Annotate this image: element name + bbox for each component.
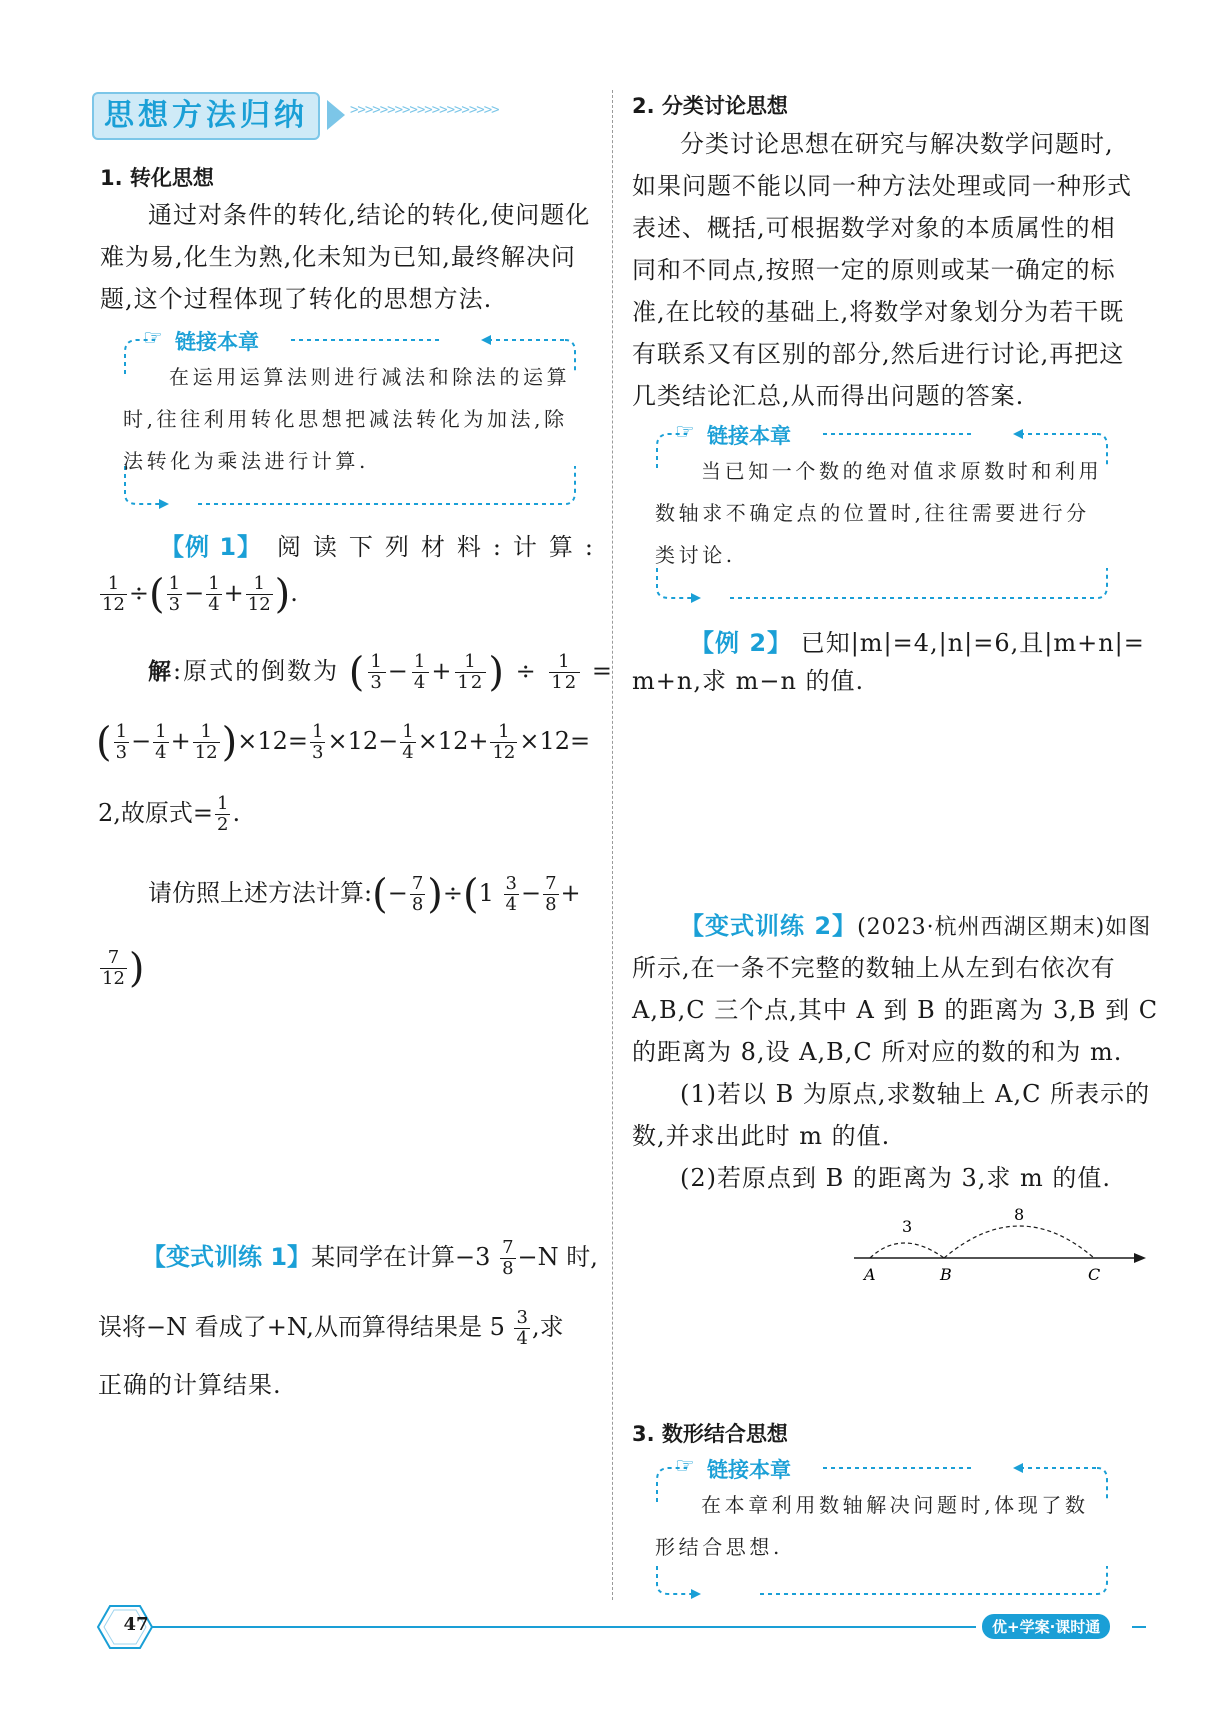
- page-number: 47: [123, 1614, 149, 1635]
- example-1-line: [160, 526, 605, 568]
- variant-1-line-3: 正确的计算结果.: [98, 1371, 282, 1399]
- link-box-text: 当已知一个数的绝对值求原数时和利用数轴求不确定点的位置时,往往需要进行分类讨论.: [655, 459, 1103, 567]
- arc-b-to-c: [944, 1226, 1094, 1258]
- variant-2-line-1: 【变式训练 2】(2023·杭州西湖区期末)如图: [680, 912, 1152, 940]
- example-1-task-cont: $\frac{7}{12}$ ): [102, 945, 145, 992]
- variant-2-question-2: (2)若原点到 B 的距离为 3,求 m 的值.: [680, 1164, 1112, 1192]
- variant-2-question-1b: 数,并求出此时 m 的值.: [632, 1122, 891, 1150]
- banner-arrows: >>>>>>>>>>>>>>>>>>>>: [350, 102, 499, 118]
- section-heading-3: 3. 数形结合思想: [632, 1422, 788, 1446]
- hand-pointer-icon: ☞: [675, 1454, 695, 1479]
- point-label-b: B: [940, 1265, 952, 1284]
- solution-label: 解: [148, 659, 173, 685]
- link-box-title: 链接本章: [707, 424, 791, 448]
- link-box-chapter-2: [645, 420, 1120, 604]
- hand-pointer-icon: ☞: [675, 420, 695, 445]
- hand-pointer-icon: ☞: [143, 326, 163, 351]
- link-box-title: 链接本章: [175, 330, 259, 354]
- variant-2-tag: 【变式训练 2】: [680, 912, 858, 940]
- example-1-lead: 阅读下列材料:计算:: [276, 533, 605, 561]
- variant-1-line-1: 【变式训练 1】某同学在计算−3 $\frac{7}{8}$ −N 时,: [142, 1237, 598, 1279]
- banner-title: 思想方法归纳: [92, 92, 320, 140]
- section-banner: [92, 92, 572, 140]
- column-divider: [612, 90, 613, 1600]
- example-1-task: 请仿照上述方法计算:(− $\frac{7}{8}$ )÷(1 $\frac{3}{4}$ − $\frac{7}{8}$ +: [148, 871, 581, 918]
- variant-2-line-3: A,B,C 三个点,其中 A 到 B 的距离为 3,B 到 C: [632, 996, 1159, 1024]
- solution-line-3: 2,故原式= $\frac{1}{2}$ .: [98, 793, 241, 835]
- variant-1-line-2: 误将−N 看成了+N,从而算得结果是 5 $\frac{3}{4}$ ,求: [98, 1307, 564, 1349]
- link-box-text: 在本章利用数轴解决问题时,体现了数形结合思想.: [655, 1493, 1089, 1559]
- example-2-line-2: m+n,求 m−n 的值.: [632, 667, 865, 695]
- section-2-paragraph: 分类讨论思想在研究与解决数学问题时,如果问题不能以同一种方法处理或同一种形式表述、概括,可根据数学对象的本质属性的相同和不同点,按照一定的原则或某一确定的标准,在比较的基础上,将数学对象划分为若干既有联系又有区别的部分,然后进行讨论,再把这几类结论汇总,从而得出问题的答案.: [632, 130, 1132, 410]
- section-heading-2: 2. 分类讨论思想: [632, 94, 788, 118]
- footer-brand: 优+学案·课时通: [982, 1614, 1110, 1639]
- number-line-arrow-icon: [1134, 1253, 1146, 1263]
- variant-2-line-4: 的距离为 8,设 A,B,C 所对应的数的和为 m.: [632, 1038, 1123, 1066]
- link-box-text: 在运用运算法则进行减法和除法的运算时,往往利用转化思想把减法转化为加法,除法转化为乘法进行计算.: [123, 365, 571, 473]
- arc-label-8: 8: [1014, 1205, 1025, 1224]
- arc-label-3: 3: [902, 1217, 913, 1236]
- link-box-chapter-1: [113, 326, 588, 510]
- example-1-tag: 【例 1】: [160, 533, 263, 561]
- link-box-title: 链接本章: [707, 1458, 791, 1482]
- section-heading-1: 1. 转化思想: [100, 166, 214, 190]
- section-1-paragraph: 通过对条件的转化,结论的转化,使问题化难为易,化生为熟,化未知为已知,最终解决问题,这个过程体现了转化的思想方法.: [100, 201, 591, 313]
- variant-1-tag: 【变式训练 1】: [142, 1243, 312, 1271]
- variant-2-line-2: 所示,在一条不完整的数轴上从左到右依次有: [632, 954, 1116, 982]
- point-label-c: C: [1088, 1265, 1101, 1284]
- arc-a-to-b: [870, 1243, 944, 1258]
- number-line-figure: [850, 1200, 1150, 1290]
- solution-line-2: ( $\frac{1}{3}$ − $\frac{1}{4}$ + $\frac{1}{12}$ )×12= $\frac{1}{3}$ ×12− $\frac{1}{4}$ ×12+ $\frac{1}{12}$ ×12=: [96, 719, 591, 766]
- solution-line-1: 解:原式的倒数为 ( $\frac{1}{3}$ − $\frac{1}{4}$ + $\frac{1}{12}$ ) ÷ $\frac{1}{12}$ =: [148, 649, 615, 696]
- link-box-chapter-3: [645, 1454, 1120, 1600]
- example-2-line-1: 【例 2】 已知|m|=4,|n|=6,且|m+n|=: [690, 629, 1145, 657]
- banner-arrow-icon: [327, 100, 347, 130]
- example-2-tag: 【例 2】: [690, 629, 793, 657]
- point-label-a: A: [864, 1265, 876, 1284]
- example-1-expression: $\frac{1}{12}$ ÷( $\frac{1}{3}$ − $\frac{1}{4}$ + $\frac{1}{12}$ ).: [102, 571, 298, 618]
- variant-2-question-1a: (1)若以 B 为原点,求数轴上 A,C 所表示的: [680, 1080, 1151, 1108]
